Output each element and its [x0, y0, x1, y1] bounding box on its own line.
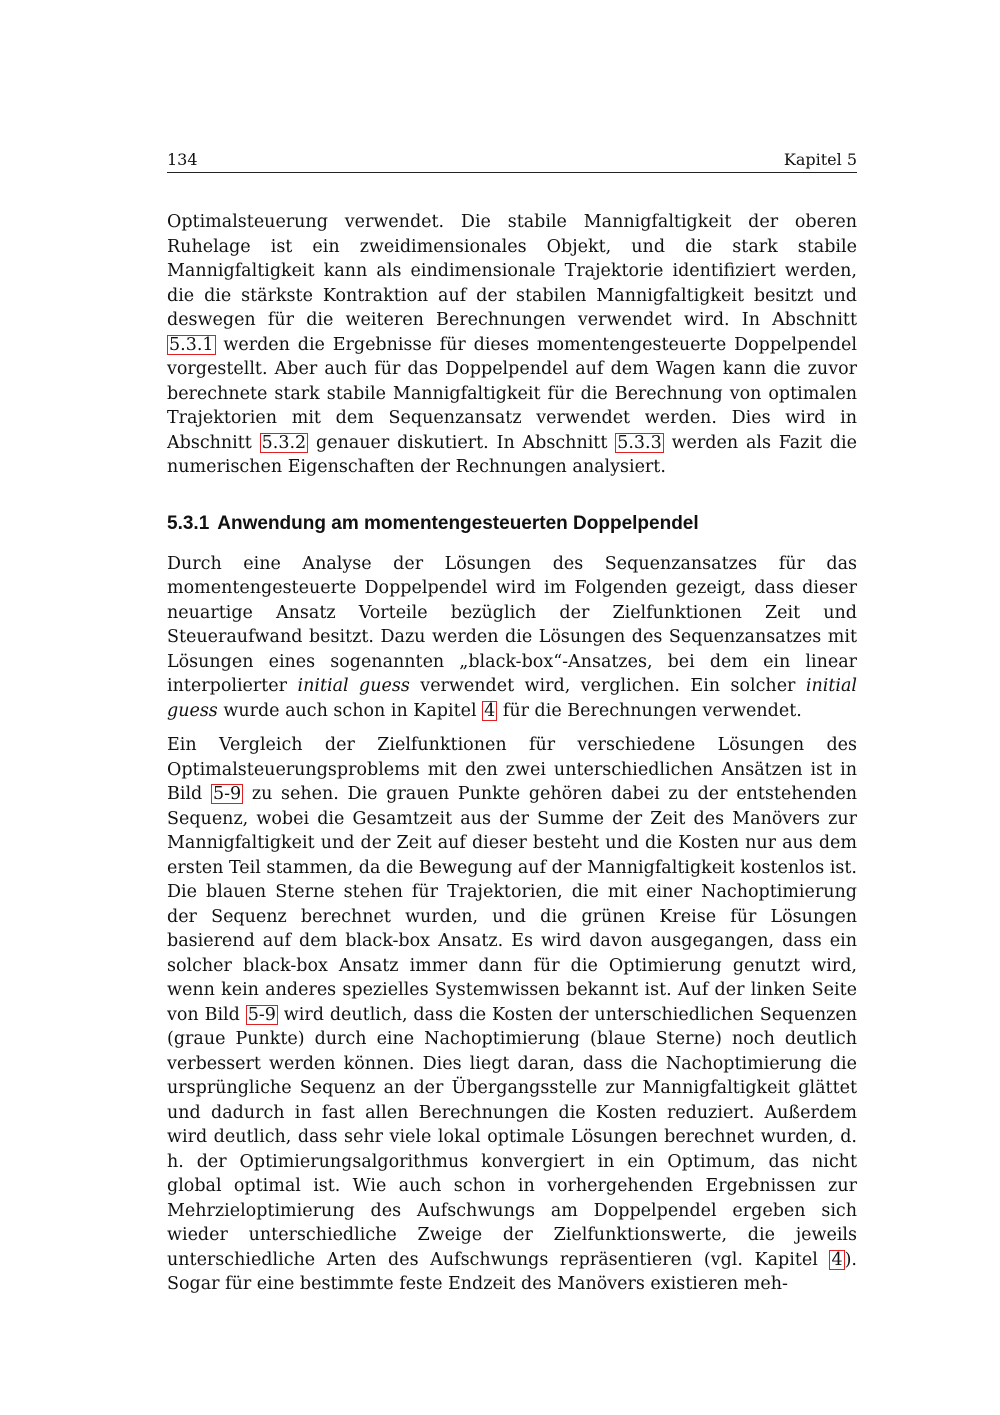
text-run: wurde auch schon in Kapitel — [217, 700, 483, 721]
section-title: Anwendung am momentengesteuerten Doppelpendel — [217, 512, 699, 534]
text-run: ). Sogar für eine bestimmte feste Endzeit des Manövers existieren meh- — [167, 1249, 857, 1294]
text-run: Optimalsteuerung verwendet. Die stabile Mannigfaltigkeit der oberen Ruhelage ist ein zweidimensionales Objekt, und die stark stabile Mannigfaltigkeit kann als eindimensionale Trajektorie identifiziert werden, die die stärkste Kontraktion auf der stabilen Mannigfaltigkeit besitzt und deswegen für die weiteren Berechnungen verwendet wird. In Abschnitt — [167, 212, 857, 330]
paragraph-analysis — [167, 552, 857, 724]
figure-link-5-9[interactable]: 5-9 — [212, 784, 242, 804]
chapter-label: Kapitel 5 — [783, 150, 857, 169]
section-link-5-3-2[interactable]: 5.3.2 — [261, 432, 307, 453]
text-run: verwendet wird, verglichen. Ein solcher — [409, 676, 806, 696]
emphasis-initial-guess: initial guess — [297, 676, 410, 696]
text-run: genauer diskutiert. In Abschnitt — [308, 432, 616, 453]
emphasis-initial-guess: initial guess — [167, 676, 857, 721]
chapter-link-4[interactable]: 4 — [831, 1249, 843, 1270]
text-run: Durch eine Analyse der Lösungen des Sequenzansatzes für das momentengesteuerte Doppelpendel wird im Folgenden gezeigt, dass dieser neuartige Ansatz Vorteile bezüglich der Zielfunktionen Zeit und Steueraufwand besitzt. Dazu werden die Lösungen des Sequenzansatzes mit Lösungen eines sogenannten „black-box“-Ansatzes, bei dem ein linear interpolierter — [167, 553, 857, 696]
paragraph-intro — [167, 210, 857, 480]
text-run: werden die Ergebnisse für dieses momentengesteuerte Doppelpendel vorgestellt. Aber auch für das Doppelpendel auf dem Wagen kann die zuvor berechnete stark stabile Mannigfaltigkeit für die Berechnung von optimalen Trajektorien mit dem Sequenzansatz verwendet werden. Dies wird in Abschnitt — [167, 334, 857, 453]
text-run: Ein Vergleich der Zielfunktionen für verschiedene Lösungen des Optimalsteuerungsproblems mit den zwei unterschiedlichen Ansätzen ist in Bild — [167, 735, 857, 804]
running-header — [167, 150, 857, 173]
figure-link-5-9[interactable]: 5-9 — [247, 1004, 276, 1025]
text-run: zu sehen. Die grauen Punkte gehören dabei zu der entstehenden Sequenz, wobei die Gesamtzeit aus der Summe der Zeit des Manövers zur Mannigfaltigkeit und der Zeit auf dieser besteht und die Kosten nur aus dem ersten Teil stammen, da die Bewegung auf der Mannigfaltigkeit kostenlos ist. Die blauen Sterne stehen für Trajektorien, die mit einer Nachoptimierung der Sequenz berechnet wurden, und die grünen Kreise für Lösungen basierend auf dem black-box Ansatz. Es wird davon ausgegangen, dass ein solcher black-box Ansatz immer dann für die Optimierung genutzt wird, wenn kein anderes spezielles Systemwissen bekannt ist. Auf der linken Seite von Bild — [167, 784, 857, 1025]
page-body — [167, 210, 857, 1297]
section-link-5-3-1[interactable]: 5.3.1 — [169, 334, 214, 355]
text-run: für die Berechnungen verwendet. — [497, 700, 802, 721]
section-heading — [167, 512, 857, 536]
text-run: wird deutlich, dass die Kosten der unterschiedlichen Sequenzen (graue Punkte) durch eine Nachoptimierung (blaue Sterne) noch deutlich verbessert werden können. Dies liegt daran, dass die Nachoptimierung die ursprüngliche Sequenz an der Übergangsstelle zur Mannigfaltigkeit glättet und dadurch in fast allen Berechnungen die Kosten reduziert. Außerdem wird deutlich, dass sehr viele lokal optimale Lösungen berechnet wurden, d. h. der Optimierungsalgorithmus konvergiert in ein Optimum, das nicht global optimal ist. Wie auch schon in vorhergehenden Ergebnissen zur Mehrzieloptimierung des Aufschwungs am Doppelpendel ergeben sich wieder unterschiedliche Zweige der Zielfunktionswerte, die jeweils unterschiedliche Arten des Aufschwungs repräsentieren (vgl. Kapitel — [167, 1004, 858, 1270]
section-link-5-3-3[interactable]: 5.3.3 — [617, 432, 662, 453]
paragraph-comparison — [167, 733, 857, 1297]
page-number: 134 — [167, 150, 198, 169]
chapter-link-4[interactable]: 4 — [484, 700, 496, 721]
section-number: 5.3.1 — [167, 512, 210, 534]
text-run: werden als Fazit die numerischen Eigenschaften der Rechnungen analysiert. — [167, 432, 858, 477]
